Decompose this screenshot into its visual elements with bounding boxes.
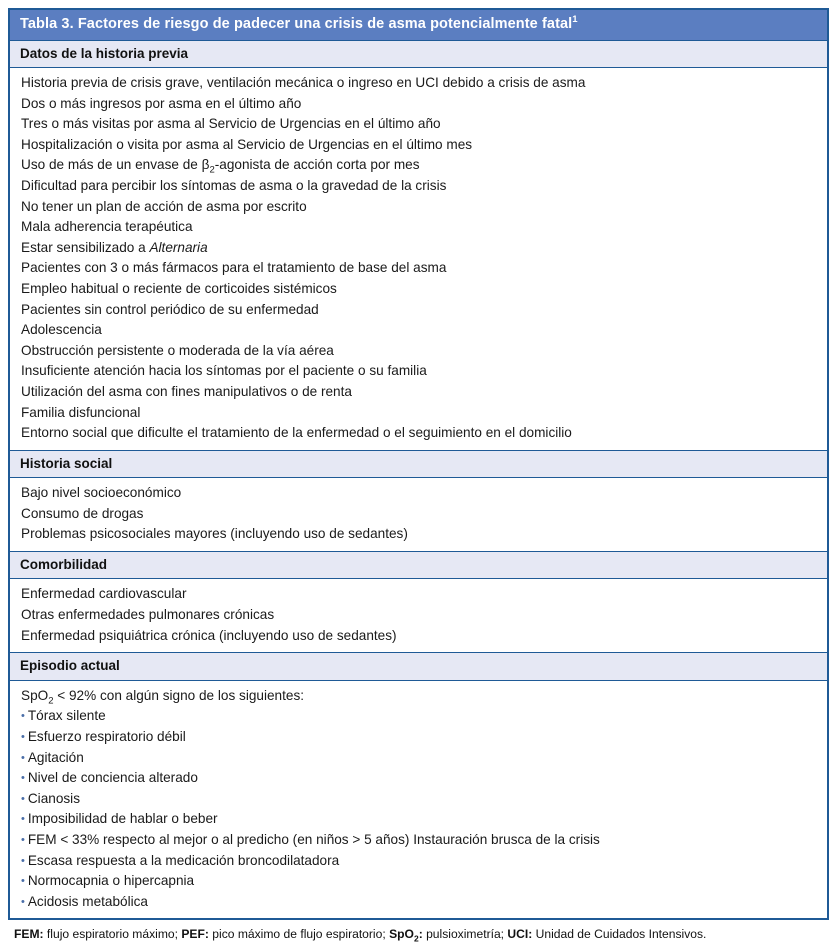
table-row [10,217,827,238]
table-footnote [8,920,829,942]
table-row [10,605,827,626]
footnote-abbreviation: FEM: [14,927,44,942]
table-row [10,789,827,810]
row-text: Insuficiente atención hacia los síntomas por el paciente o su familia [21,363,427,379]
table-row [10,524,827,545]
table-row [10,403,827,424]
table-row [10,320,827,341]
row-text: Consumo de drogas [21,505,144,521]
row-text: Enfermedad cardiovascular [21,586,187,602]
bullet-icon: • [21,813,25,826]
table-row [10,258,827,279]
row-text: Escasa respuesta a la medicación broncodilatadora [27,852,340,868]
table-row [10,768,827,789]
table-row [10,114,827,135]
table-row [10,279,827,300]
row-text: Enfermedad psiquiátrica crónica (incluyendo uso de sedantes) [21,627,397,643]
row-text: Otras enfermedades pulmonares crónicas [21,607,275,623]
subscript: 2 [48,695,54,707]
row-text: Esfuerzo respiratorio débil [27,728,186,744]
bullet-icon: • [21,854,25,867]
footnote-abbreviation: PEF: [181,927,209,942]
section-header: Historia social [10,450,827,479]
row-text: Uso de más de un envase de β [21,157,210,173]
table-row [10,423,827,444]
row-text: Agitación [27,749,84,765]
table-row [10,300,827,321]
table-row [10,748,827,769]
row-text: Utilización del asma con fines manipulativos o de renta [21,383,352,399]
row-text: Cianosis [27,790,80,806]
row-text: Obstrucción persistente o moderada de la vía aérea [21,342,334,358]
table-row [10,871,827,892]
row-text: Imposibilidad de hablar o beber [27,811,218,827]
subscript: 2 [209,165,215,177]
footnote-abbreviation: SpO$_2$: [389,927,423,944]
table-title-band [10,10,827,41]
table-row [10,135,827,156]
row-text: Tórax silente [27,708,106,724]
bullet-icon: • [21,833,25,846]
row-text: Entorno social que dificulte el tratamiento de la enfermedad o el seguimiento en el domicilio [21,425,572,441]
table-row [10,155,827,176]
table-title-text: Tabla 3. Factores de riesgo de padecer una crisis de asma potencialmente fatal [20,16,573,32]
bullet-icon: • [21,875,25,888]
table-row [10,361,827,382]
row-text: Acidosis metabólica [27,893,148,909]
row-text: Nivel de conciencia alterado [27,770,198,786]
row-text: Estar sensibilizado a [21,239,150,255]
bullet-icon: • [21,730,25,743]
section-header: Episodio actual [10,652,827,681]
row-text: Empleo habitual o reciente de corticoides sistémicos [21,280,337,296]
footnote-definition: flujo espiratorio máximo; [43,927,182,942]
table-row [10,504,827,525]
bullet-icon: • [21,710,25,723]
table-row [10,830,827,851]
table-row [10,851,827,872]
row-text: Mala adherencia terapéutica [21,219,193,235]
table-row [10,809,827,830]
footnote-definition: pico máximo de flujo espiratorio; [208,927,390,942]
risk-factors-table [8,8,829,920]
section-rows [10,681,827,919]
row-text: FEM < 33% respecto al mejor o al predicho (en niños > 5 años) Instauración brusca de la crisis [27,831,600,847]
subscript: 2 [413,933,419,944]
bullet-icon: • [21,772,25,785]
row-text: Pacientes sin control periódico de su enfermedad [21,301,319,317]
section-rows [10,68,827,450]
table-row [10,341,827,362]
section-rows [10,579,827,652]
table-row [10,176,827,197]
row-text: Familia disfuncional [21,404,141,420]
bullet-icon: • [21,792,25,805]
table-row [10,483,827,504]
italic-term: Alternaria [149,239,208,255]
table-row [10,73,827,94]
footnote-definition: Unidad de Cuidados Intensivos. [532,927,707,942]
row-text: Hospitalización o visita por asma al Servicio de Urgencias en el último mes [21,136,473,152]
row-text: Adolescencia [21,322,102,338]
bullet-icon: • [21,751,25,764]
table-row [10,727,827,748]
table-row [10,686,827,707]
table-row [10,584,827,605]
table-row [10,626,827,647]
section-header: Comorbilidad [10,551,827,580]
table-row [10,94,827,115]
row-text: -agonista de acción corta por mes [214,157,420,173]
table-row [10,238,827,259]
row-text: Tres o más visitas por asma al Servicio de Urgencias en el último año [21,116,441,132]
table-title-footnote-marker: 1 [572,14,578,26]
bullet-icon: • [21,895,25,908]
row-text: Pacientes con 3 o más fármacos para el tratamiento de base del asma [21,260,447,276]
table-row [10,706,827,727]
table-row [10,892,827,913]
row-text: Problemas psicosociales mayores (incluyendo uso de sedantes) [21,526,408,542]
table-row [10,382,827,403]
row-text: SpO [21,687,49,703]
row-text: Dos o más ingresos por asma en el último año [21,95,302,111]
row-text: No tener un plan de acción de asma por escrito [21,198,307,214]
row-text: Dificultad para percibir los síntomas de asma o la gravedad de la crisis [21,177,447,193]
footnote-definition: pulsioximetría; [422,927,508,942]
table-sections [10,41,827,919]
section-rows [10,478,827,551]
row-text: Historia previa de crisis grave, ventilación mecánica o ingreso en UCI debido a crisis de asma [21,75,586,90]
row-text: Normocapnia o hipercapnia [27,873,195,889]
table-row [10,197,827,218]
row-text: Bajo nivel socioeconómico [21,485,182,501]
section-header: Datos de la historia previa [10,41,827,69]
row-text: < 92% con algún signo de los siguientes: [53,687,305,703]
footnote-abbreviation: UCI: [507,927,533,942]
